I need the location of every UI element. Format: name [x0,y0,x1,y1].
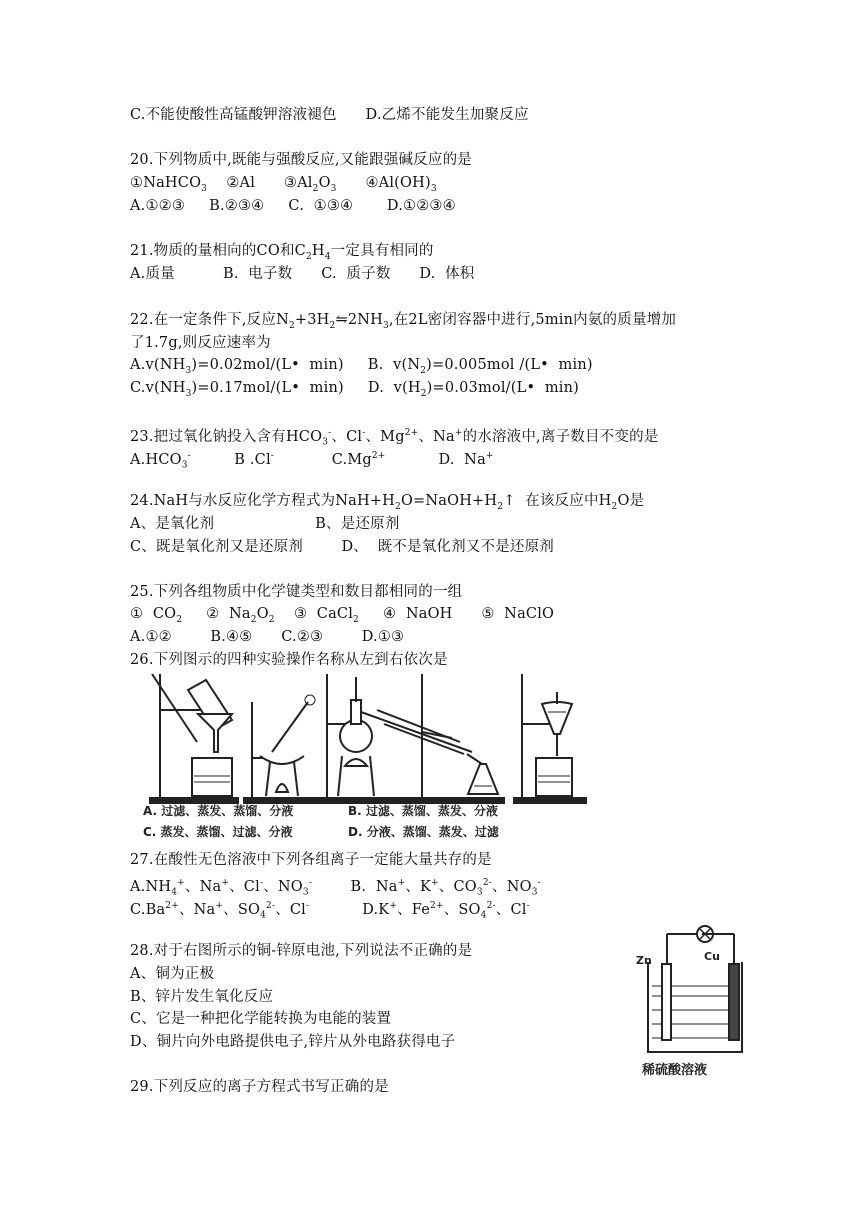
q25-options: A.①② B.④⑤ C.②③ D.①③ [130,629,405,645]
q25-stem: 25.下列各组物质中化学键类型和数目都相同的一组 [130,584,463,600]
q22-stem-2: 了1.7g,则反应速率为 [130,335,271,351]
q26-option-b: B. 过滤、蒸馏、蒸发、分液 [348,804,498,818]
q23-options: $A.HCO_3^-$ B .Cl- $C.Mg^{2+}$ D. Na+ [130,451,494,471]
q22-options-cd: $C.v(NH_3)=0.17mol/(L•$ min) D. $v(H_2)=0.03mol/(L•$ min) [130,380,580,399]
q26-stem: 26.下列图示的四种实验操作名称从左到右依次是 [130,652,448,668]
q24-options-cd: C、既是氧化剂又是还原剂 D、 既不是氧化剂又不是还原剂 [130,539,555,555]
q24-options-ab: A、是氧化剂 B、是还原剂 [130,516,400,532]
electrolyte-label: 稀硫酸溶液 [642,1063,708,1078]
zinc-electrode [662,964,671,1040]
filtration-apparatus [150,674,238,803]
q21-stem: 21.物质的量相向的CO和$C_2H_4$一定具有相同的 [130,243,434,262]
q29-stem: 29.下列反应的离子方程式书写正确的是 [130,1079,389,1095]
q27-stem: 27.在酸性无色溶液中下列各组离子一定能大量共存的是 [130,852,492,868]
q20-stem: 20.下列物质中,既能与强酸反应,又能跟强碱反应的是 [130,152,472,168]
experiment-apparatus-figure [142,672,588,847]
evaporation-apparatus [244,695,316,803]
q27-options-cd: $C.Ba^{2+}$、Na+、$SO_4^{2-}$、Cl- D.K+、$Fe^{2+}$、$SO_4^{2-}$、Cl- [130,901,530,921]
q28-option-a: A、铜为正极 [130,966,215,982]
q25-items: ① $CO_2$ ② $Na_2O_2$ ③ CaCl$_2$ ④ NaOH ⑤ NaClO [130,606,555,625]
zn-label: Zn [636,954,652,967]
q19-option-cd: C.不能使酸性高锰酸钾溶液褪色 D.乙烯不能发生加聚反应 [130,107,529,123]
q28-stem: 28.对于右图所示的铜-锌原电池,下列说法不正确的是 [130,943,473,959]
q21-options: A.质量 B. 电子数 C. 质子数 D. 体积 [130,266,475,282]
separation-apparatus [514,674,586,803]
q28-option-d: D、铜片向外电路提供电子,锌片从外电路获得电子 [130,1034,456,1050]
q24-stem: 24.NaH与水反应化学方程式为$NaH+H_2O=NaOH+H_2↑$ 在该反应中$H_2O$是 [130,493,645,512]
q28-option-c: C、它是一种把化学能转换为电能的装置 [130,1011,392,1027]
q23-stem: 23.把过氧化钠投入含有$HCO_3^-$、Cl-、$Mg^{2+}$、Na+的水溶液中,离子数目不变的是 [130,428,659,448]
q22-stem-1: 22.在一定条件下,反应$N_2+3H_2⇋2NH_3$,在2L密闭容器中进行,5min内氨的质量增加 [130,312,677,331]
q22-options-ab: $A.v(NH_3)=0.02mol/(L•$ min) B. $v(N_2)=0.005mol$ /(L• min) [130,357,593,376]
q26-option-d: D. 分液、蒸馏、蒸发、过滤 [348,825,499,839]
q26-option-c: C. 蒸发、蒸馏、过滤、分液 [143,825,293,839]
q20-options: A.①②③ B.②③④ C. ①③④ D.①②③④ [130,198,456,214]
q26-option-a: A. 过滤、蒸发、蒸馏、分液 [143,804,294,818]
galvanic-cell-figure [634,920,750,1080]
q20-items: ①NaHCO$_3$ ②Al $③Al_2O_3$ $④Al(OH)_3$ [130,175,437,194]
q28-option-b: B、锌片发生氧化反应 [130,989,274,1005]
copper-electrode [729,964,739,1040]
q27-options-ab: $A.NH_4^+$、Na+、Cl-、$NO_3^-$ B. Na+、K+、$CO_3^{2-}$、$NO_3^-$ [130,878,541,898]
distillation-apparatus [318,674,504,803]
cu-label: Cu [704,950,720,963]
